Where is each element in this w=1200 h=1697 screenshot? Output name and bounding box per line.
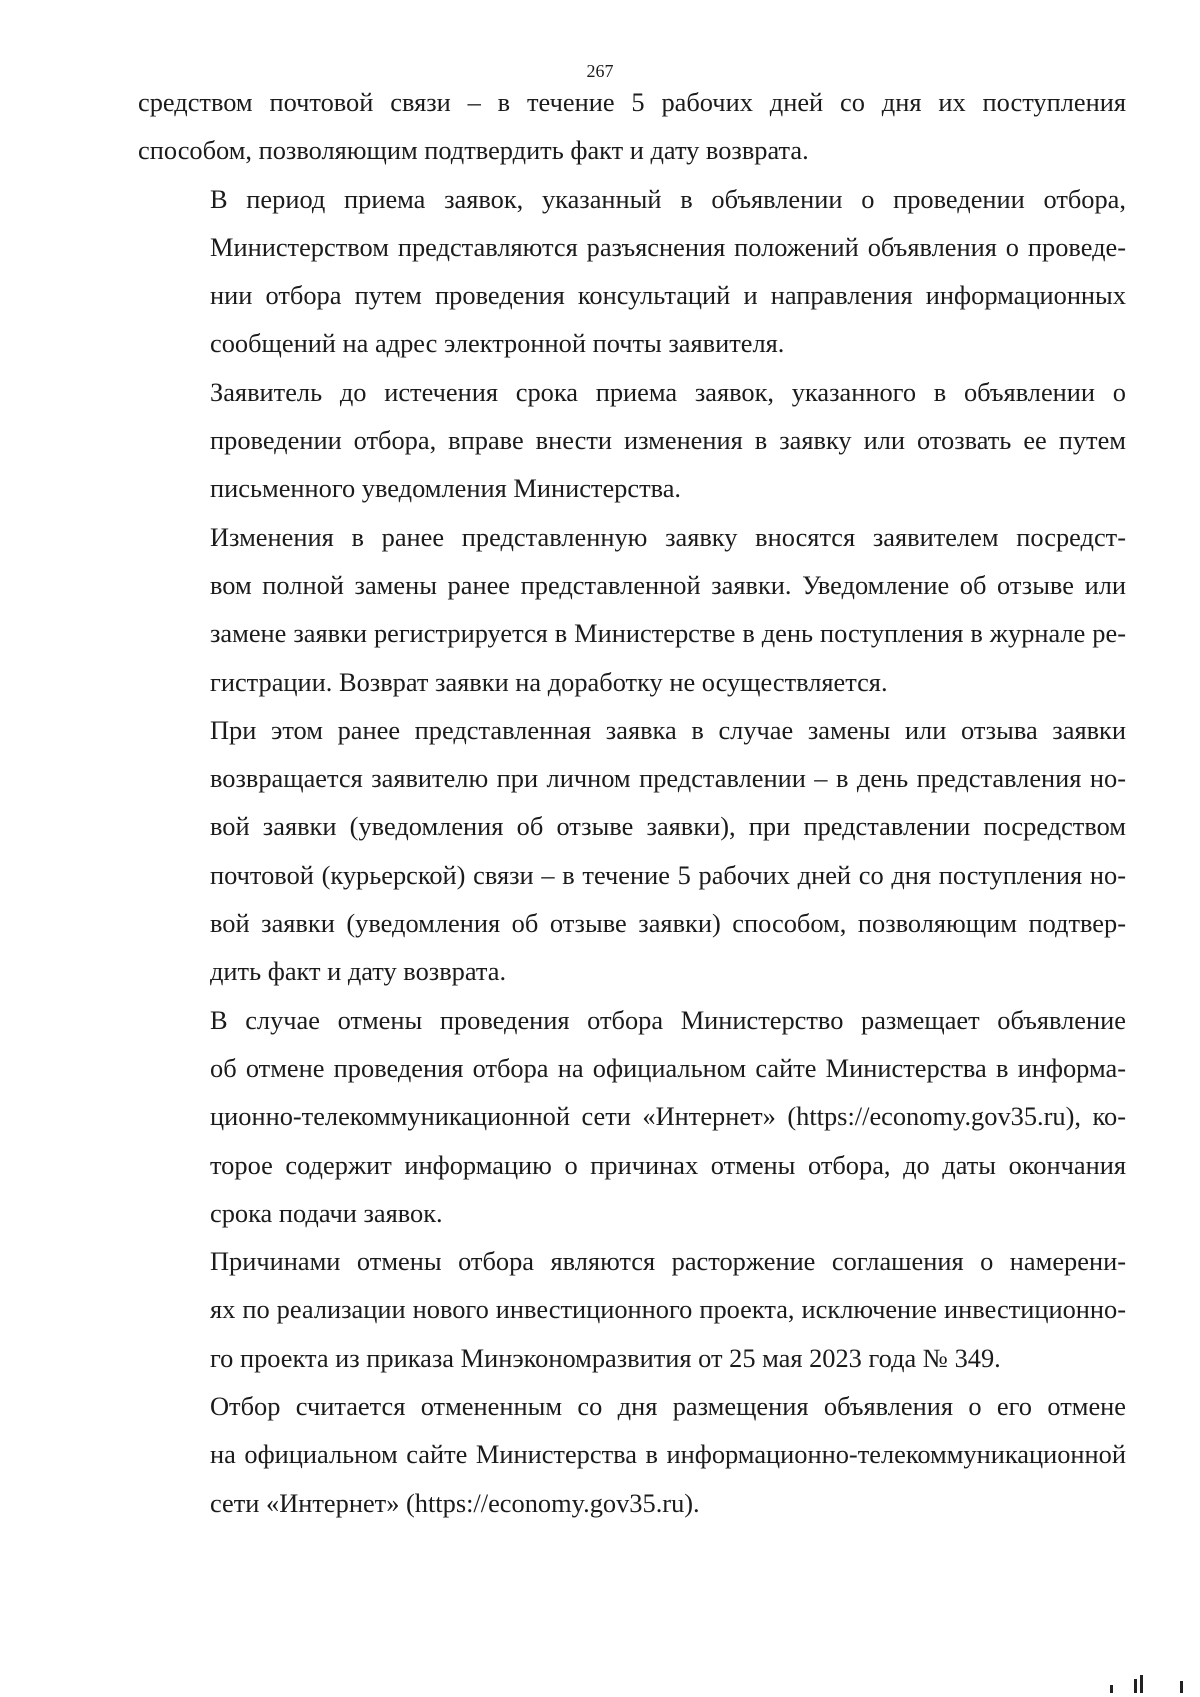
text-line: способом, позволяющим подтвердить факт и дату возврата. — [138, 135, 809, 166]
text-line: возвращается заявителю при личном представлении – в день представления но- — [210, 763, 1126, 794]
text-line: В период приема заявок, указанный в объявлении о проведении отбора, — [210, 183, 1126, 214]
paragraph-4 — [138, 513, 1126, 706]
text-line: письменного уведомления Министерства. — [210, 473, 682, 504]
text-line: Отбор считается отмененным со дня размещения объявления о его отмене — [210, 1391, 1126, 1422]
paragraph-1 — [138, 78, 1126, 175]
text-line: вой заявки (уведомления об отзыве заявки) способом, позволяющим подтвер- — [210, 908, 1126, 939]
text-line: вой заявки (уведомления об отзыве заявки), при представлении посредством — [210, 811, 1126, 842]
paragraph-2 — [138, 175, 1126, 368]
text-line: об отмене проведения отбора на официальном сайте Министерства в информа- — [210, 1052, 1126, 1083]
text-line: ях по реализации нового инвестиционного проекта, исключение инвестиционно- — [210, 1294, 1126, 1325]
text-line: Министерством представляются разъяснения положений объявления о проведе- — [210, 231, 1126, 262]
text-line: нии отбора путем проведения консультаций и направления информационных — [210, 280, 1126, 311]
text-line: дить факт и дату возврата. — [210, 956, 507, 987]
scan-artifact-marks — [1104, 1671, 1186, 1693]
text-line: гистрации. Возврат заявки на доработку не осуществляется. — [210, 666, 888, 697]
text-line: торое содержит информацию о причинах отмены отбора, до даты окончания — [210, 1149, 1126, 1180]
text-line: средством почтовой связи – в течение 5 рабочих дней со дня их поступления — [138, 87, 1126, 117]
text-line: вом полной замены ранее представленной заявки. Уведомление об отзыве или — [210, 569, 1126, 600]
page-number: 267 — [586, 61, 614, 81]
paragraph-7 — [138, 1237, 1126, 1382]
paragraph-3 — [138, 368, 1126, 513]
text-line: ционно-телекоммуникационной сети «Интернет» (https://economy.gov35.ru), ко- — [210, 1101, 1126, 1132]
text-line: срока подачи заявок. — [210, 1197, 443, 1228]
text-line: Заявитель до истечения срока приема заявок, указанного в объявлении о — [210, 376, 1126, 407]
text-line: Изменения в ранее представленную заявку вносятся заявителем посредст- — [210, 521, 1126, 552]
paragraph-6 — [138, 996, 1126, 1237]
text-line: замене заявки регистрируется в Министерстве в день поступления в журнале ре- — [210, 618, 1126, 649]
paragraph-8 — [138, 1382, 1126, 1527]
text-line: почтовой (курьерской) связи – в течение 5 рабочих дней со дня поступления но- — [210, 859, 1126, 890]
text-line: на официальном сайте Министерства в информационно-телекоммуникационной — [210, 1439, 1126, 1470]
text-line: Причинами отмены отбора являются расторжение соглашения о намерени- — [210, 1246, 1126, 1277]
text-line: сети «Интернет» (https://economy.gov35.ru). — [210, 1487, 700, 1518]
text-line: проведении отбора, вправе внести изменения в заявку или отозвать ее путем — [210, 425, 1126, 456]
document-body — [138, 78, 1126, 1527]
text-line: В случае отмены проведения отбора Министерство размещает объявление — [210, 1004, 1126, 1035]
paragraph-5 — [138, 706, 1126, 996]
text-line: го проекта из приказа Минэкономразвития от 25 мая 2023 года № 349. — [210, 1342, 1001, 1373]
text-line: При этом ранее представленная заявка в случае замены или отзыва заявки — [210, 714, 1126, 745]
text-line: сообщений на адрес электронной почты заявителя. — [210, 328, 785, 359]
